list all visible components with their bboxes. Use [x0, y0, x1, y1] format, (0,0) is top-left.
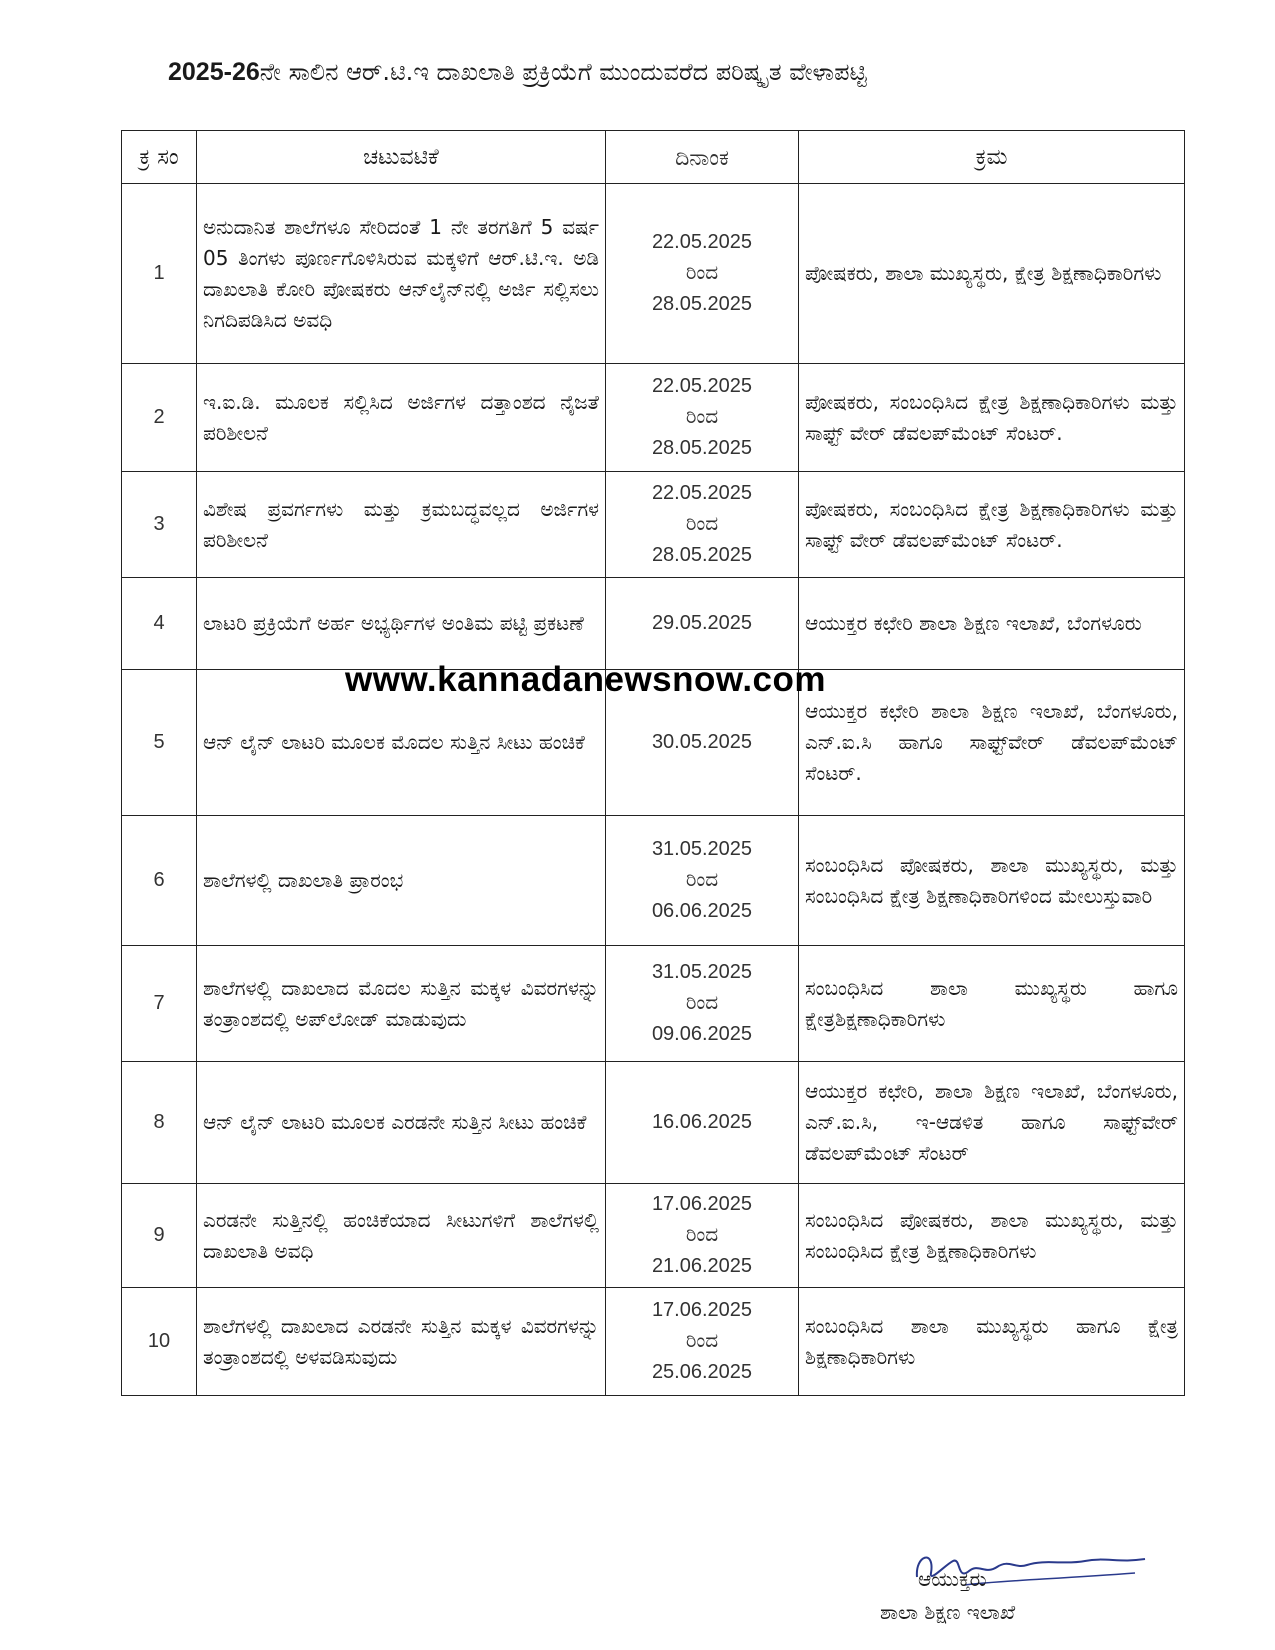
date-from: 17.06.2025	[651, 1193, 753, 1215]
row-activity: ವಿಶೇಷ ಪ್ರವರ್ಗಗಳು ಮತ್ತು ಕ್ರಮಬದ್ಧವಲ್ಲದ ಅರ್ಜಿಗಳ ಪರಿಶೀಲನೆ	[197, 472, 606, 578]
header-sl: ಕ್ರ ಸಂ	[122, 131, 197, 184]
table-header-row	[122, 131, 1185, 184]
table-row	[122, 1184, 1185, 1288]
date-to: 25.06.2025	[651, 1361, 753, 1383]
row-activity: ಲಾಟರಿ ಪ್ರಕ್ರಿಯೆಗೆ ಅರ್ಹ ಅಭ್ಯರ್ಥಿಗಳ ಅಂತಿಮ ಪಟ್ಟಿ ಪ್ರಕಟಣೆ	[197, 578, 606, 670]
row-date	[606, 472, 799, 578]
date-from: 30.05.2025	[651, 731, 753, 753]
row-activity: ಆನ್ ಲೈನ್ ಲಾಟರಿ ಮೂಲಕ ಎರಡನೇ ಸುತ್ತಿನ ಸೀಟು ಹಂಚಿಕೆ	[197, 1062, 606, 1184]
row-sl-number: 2	[122, 364, 197, 472]
table-row	[122, 184, 1185, 364]
date-to: 28.05.2025	[651, 437, 753, 459]
signature-title: ಆಯುಕ್ತರು	[918, 1567, 987, 1591]
table-row	[122, 472, 1185, 578]
date-to: 21.06.2025	[651, 1255, 753, 1277]
table-row	[122, 816, 1185, 946]
row-sl-number: 6	[122, 816, 197, 946]
date-separator: ರಿಂದ	[685, 992, 719, 1014]
date-to: 06.06.2025	[651, 900, 753, 922]
header-date: ದಿನಾಂಕ	[606, 131, 799, 184]
row-responsibility: ಪೋಷಕರು, ಶಾಲಾ ಮುಖ್ಯಸ್ಥರು, ಕ್ಷೇತ್ರ ಶಿಕ್ಷಣಾಧಿಕಾರಿಗಳು	[799, 184, 1185, 364]
title-year: 2025-26	[168, 58, 260, 86]
signature-department: ಶಾಲಾ ಶಿಕ್ಷಣ ಇಲಾಖೆ	[880, 1600, 1016, 1624]
row-activity: ಶಾಲೆಗಳಲ್ಲಿ ದಾಖಲಾತಿ ಪ್ರಾರಂಭ	[197, 816, 606, 946]
date-from: 16.06.2025	[651, 1111, 753, 1133]
row-sl-number: 4	[122, 578, 197, 670]
table-row	[122, 578, 1185, 670]
row-responsibility: ಪೋಷಕರು, ಸಂಬಂಧಿಸಿದ ಕ್ಷೇತ್ರ ಶಿಕ್ಷಣಾಧಿಕಾರಿಗಳು ಮತ್ತು ಸಾಫ್ಟ್ ವೇರ್ ಡೆವಲಪ್‌ಮೆಂಟ್ ಸೆಂಟರ್.	[799, 472, 1185, 578]
date-from: 29.05.2025	[651, 612, 753, 634]
schedule-table	[121, 130, 1185, 1396]
row-date	[606, 1184, 799, 1288]
row-sl-number: 8	[122, 1062, 197, 1184]
header-responsibility: ಕ್ರಮ	[799, 131, 1185, 184]
row-responsibility: ಸಂಬಂಧಿಸಿದ ಶಾಲಾ ಮುಖ್ಯಸ್ಥರು ಹಾಗೂ ಕ್ಷೇತ್ರಶಿಕ್ಷಣಾಧಿಕಾರಿಗಳು	[799, 946, 1185, 1062]
date-to: 09.06.2025	[651, 1023, 753, 1045]
date-from: 17.06.2025	[651, 1299, 753, 1321]
row-date	[606, 1288, 799, 1396]
date-from: 22.05.2025	[651, 231, 753, 253]
page-title	[168, 58, 1208, 87]
row-date	[606, 578, 799, 670]
date-to: 28.05.2025	[651, 293, 753, 315]
date-separator: ರಿಂದ	[685, 406, 719, 428]
row-sl-number: 5	[122, 670, 197, 816]
table-row	[122, 364, 1185, 472]
row-sl-number: 7	[122, 946, 197, 1062]
row-sl-number: 9	[122, 1184, 197, 1288]
date-separator: ರಿಂದ	[685, 1224, 719, 1246]
table-row	[122, 1288, 1185, 1396]
row-responsibility: ಆಯುಕ್ತರ ಕಛೇರಿ ಶಾಲಾ ಶಿಕ್ಷಣ ಇಲಾಖೆ, ಬೆಂಗಳೂರು	[799, 578, 1185, 670]
row-responsibility: ಆಯುಕ್ತರ ಕಛೇರಿ ಶಾಲಾ ಶಿಕ್ಷಣ ಇಲಾಖೆ, ಬೆಂಗಳೂರು, ಎನ್.ಐ.ಸಿ ಹಾಗೂ ಸಾಫ್ಟ್‌ವೇರ್ ಡೆವಲಪ್‌ಮೆಂಟ್ ಸೆಂಟರ್.	[799, 670, 1185, 816]
date-separator: ರಿಂದ	[685, 1330, 719, 1352]
table-row	[122, 946, 1185, 1062]
date-to: 28.05.2025	[651, 544, 753, 566]
row-date	[606, 816, 799, 946]
watermark-text: www.kannadanewsnow.com	[345, 660, 827, 699]
row-activity: ಇ.ಐ.ಡಿ. ಮೂಲಕ ಸಲ್ಲಿಸಿದ ಅರ್ಜಿಗಳ ದತ್ತಾಂಶದ ನೈಜತೆ ಪರಿಶೀಲನೆ	[197, 364, 606, 472]
title-text: ನೇ ಸಾಲಿನ ಆರ್.ಟಿ.ಇ ದಾಖಲಾತಿ ಪ್ರಕ್ರಿಯೆಗೆ ಮುಂದುವರೆದ ಪರಿಷ್ಕೃತ ವೇಳಾಪಟ್ಟಿ	[259, 58, 867, 86]
row-activity: ಆನ್ ಲೈನ್ ಲಾಟರಿ ಮೂಲಕ ಮೊದಲ ಸುತ್ತಿನ ಸೀಟು ಹಂಚಿಕೆ	[197, 670, 606, 816]
row-responsibility: ಸಂಬಂಧಿಸಿದ ಶಾಲಾ ಮುಖ್ಯಸ್ಥರು ಹಾಗೂ ಕ್ಷೇತ್ರ ಶಿಕ್ಷಣಾಧಿಕಾರಿಗಳು	[799, 1288, 1185, 1396]
date-from: 22.05.2025	[651, 375, 753, 397]
row-date	[606, 946, 799, 1062]
row-responsibility: ಆಯುಕ್ತರ ಕಛೇರಿ, ಶಾಲಾ ಶಿಕ್ಷಣ ಇಲಾಖೆ, ಬೆಂಗಳೂರು, ಎನ್.ಐ.ಸಿ, ಇ-ಆಡಳಿತ ಹಾಗೂ ಸಾಫ್ಟ್‌ವೇರ್ ಡೆವಲಪ್‌ಮೆಂಟ್ ಸೆಂಟರ್	[799, 1062, 1185, 1184]
row-date	[606, 1062, 799, 1184]
row-activity: ಅನುದಾನಿತ ಶಾಲೆಗಳೂ ಸೇರಿದಂತೆ 1 ನೇ ತರಗತಿಗೆ 5 ವರ್ಷ 05 ತಿಂಗಳು ಪೂರ್ಣಗೊಳಿಸಿರುವ ಮಕ್ಕಳಿಗೆ ಆರ್.ಟಿ.ಇ. ಅಡಿ ದಾಖಲಾತಿ ಕೋರಿ ಪೋಷಕರು ಆನ್‌ಲೈನ್‌ನಲ್ಲಿ ಅರ್ಜಿ ಸಲ್ಲಿಸಲು ನಿಗದಿಪಡಿಸಿದ ಅವಧಿ	[197, 184, 606, 364]
date-separator: ರಿಂದ	[685, 513, 719, 535]
row-responsibility: ಪೋಷಕರು, ಸಂಬಂಧಿಸಿದ ಕ್ಷೇತ್ರ ಶಿಕ್ಷಣಾಧಿಕಾರಿಗಳು ಮತ್ತು ಸಾಫ್ಟ್ ವೇರ್ ಡೆವಲಪ್‌ಮೆಂಟ್ ಸೆಂಟರ್.	[799, 364, 1185, 472]
row-responsibility: ಸಂಬಂಧಿಸಿದ ಪೋಷಕರು, ಶಾಲಾ ಮುಖ್ಯಸ್ಥರು, ಮತ್ತು ಸಂಬಂಧಿಸಿದ ಕ್ಷೇತ್ರ ಶಿಕ್ಷಣಾಧಿಕಾರಿಗಳಿಂದ ಮೇಲುಸ್ತುವಾರಿ	[799, 816, 1185, 946]
row-date	[606, 184, 799, 364]
date-from: 31.05.2025	[651, 961, 753, 983]
date-from: 22.05.2025	[651, 482, 753, 504]
row-activity: ಶಾಲೆಗಳಲ್ಲಿ ದಾಖಲಾದ ಎರಡನೇ ಸುತ್ತಿನ ಮಕ್ಕಳ ವಿವರಗಳನ್ನು ತಂತ್ರಾಂಶದಲ್ಲಿ ಅಳವಡಿಸುವುದು	[197, 1288, 606, 1396]
date-separator: ರಿಂದ	[685, 869, 719, 891]
date-separator: ರಿಂದ	[685, 262, 719, 284]
table-row	[122, 1062, 1185, 1184]
row-sl-number: 1	[122, 184, 197, 364]
row-date	[606, 364, 799, 472]
row-sl-number: 3	[122, 472, 197, 578]
row-responsibility: ಸಂಬಂಧಿಸಿದ ಪೋಷಕರು, ಶಾಲಾ ಮುಖ್ಯಸ್ಥರು, ಮತ್ತು ಸಂಬಂಧಿಸಿದ ಕ್ಷೇತ್ರ ಶಿಕ್ಷಣಾಧಿಕಾರಿಗಳು	[799, 1184, 1185, 1288]
row-activity: ಎರಡನೇ ಸುತ್ತಿನಲ್ಲಿ ಹಂಚಿಕೆಯಾದ ಸೀಟುಗಳಿಗೆ ಶಾಲೆಗಳಲ್ಲಿ ದಾಖಲಾತಿ ಅವಧಿ	[197, 1184, 606, 1288]
row-sl-number: 10	[122, 1288, 197, 1396]
row-activity: ಶಾಲೆಗಳಲ್ಲಿ ದಾಖಲಾದ ಮೊದಲ ಸುತ್ತಿನ ಮಕ್ಕಳ ವಿವರಗಳನ್ನು ತಂತ್ರಾಂಶದಲ್ಲಿ ಅಪ್‌ಲೋಡ್ ಮಾಡುವುದು	[197, 946, 606, 1062]
header-activity: ಚಟುವಟಿಕೆ	[197, 131, 606, 184]
date-from: 31.05.2025	[651, 838, 753, 860]
